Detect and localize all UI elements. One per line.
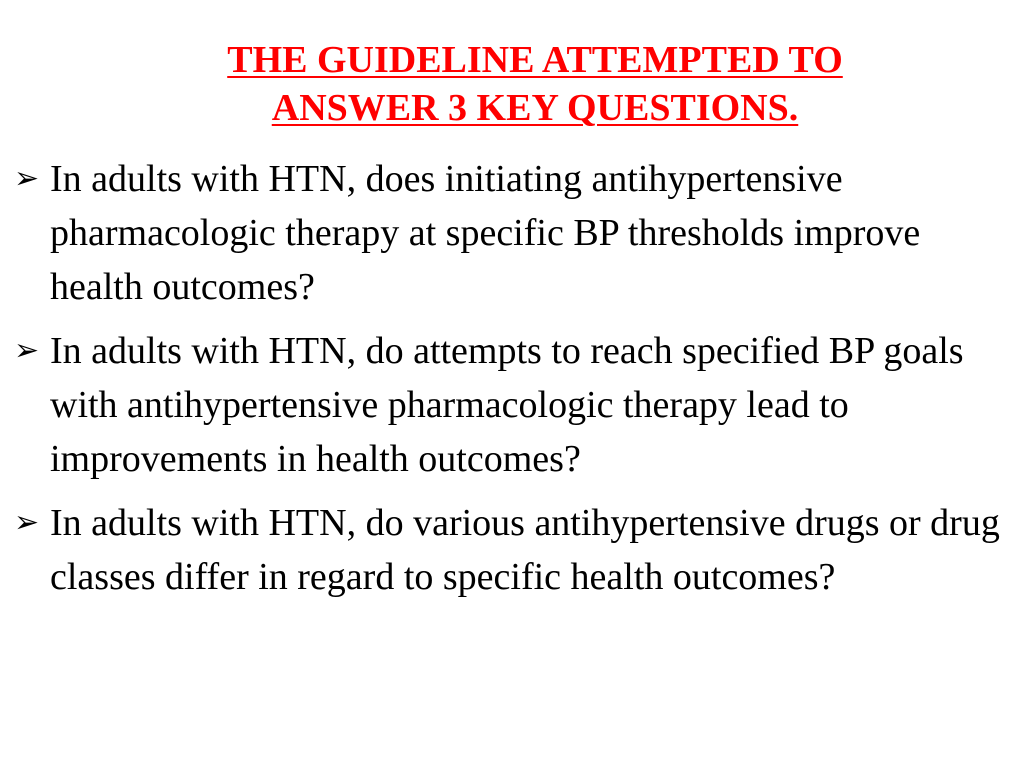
slide-title-line-1: THE GUIDELINE ATTEMPTED TO: [227, 39, 843, 81]
question-list: [14, 152, 1014, 614]
list-item: [14, 152, 1014, 314]
arrow-bullet-icon: ➢: [14, 333, 40, 368]
list-item: [14, 324, 1014, 486]
question-text: In adults with HTN, do attempts to reach specified BP goals with antihypertensive pharmacologic therapy lead to improvements in health outcomes?: [50, 330, 964, 480]
list-item: [14, 496, 1014, 604]
question-text: In adults with HTN, do various antihypertensive drugs or drug classes differ in regard to specific health outcomes?: [50, 502, 1000, 598]
slide-title: [140, 36, 930, 132]
slide-title-line-2: ANSWER 3 KEY QUESTIONS.: [271, 87, 799, 129]
arrow-bullet-icon: ➢: [14, 161, 40, 196]
question-text: In adults with HTN, does initiating antihypertensive pharmacologic therapy at specific BP thresholds improve health outcomes?: [50, 158, 921, 308]
arrow-bullet-icon: ➢: [14, 505, 40, 540]
